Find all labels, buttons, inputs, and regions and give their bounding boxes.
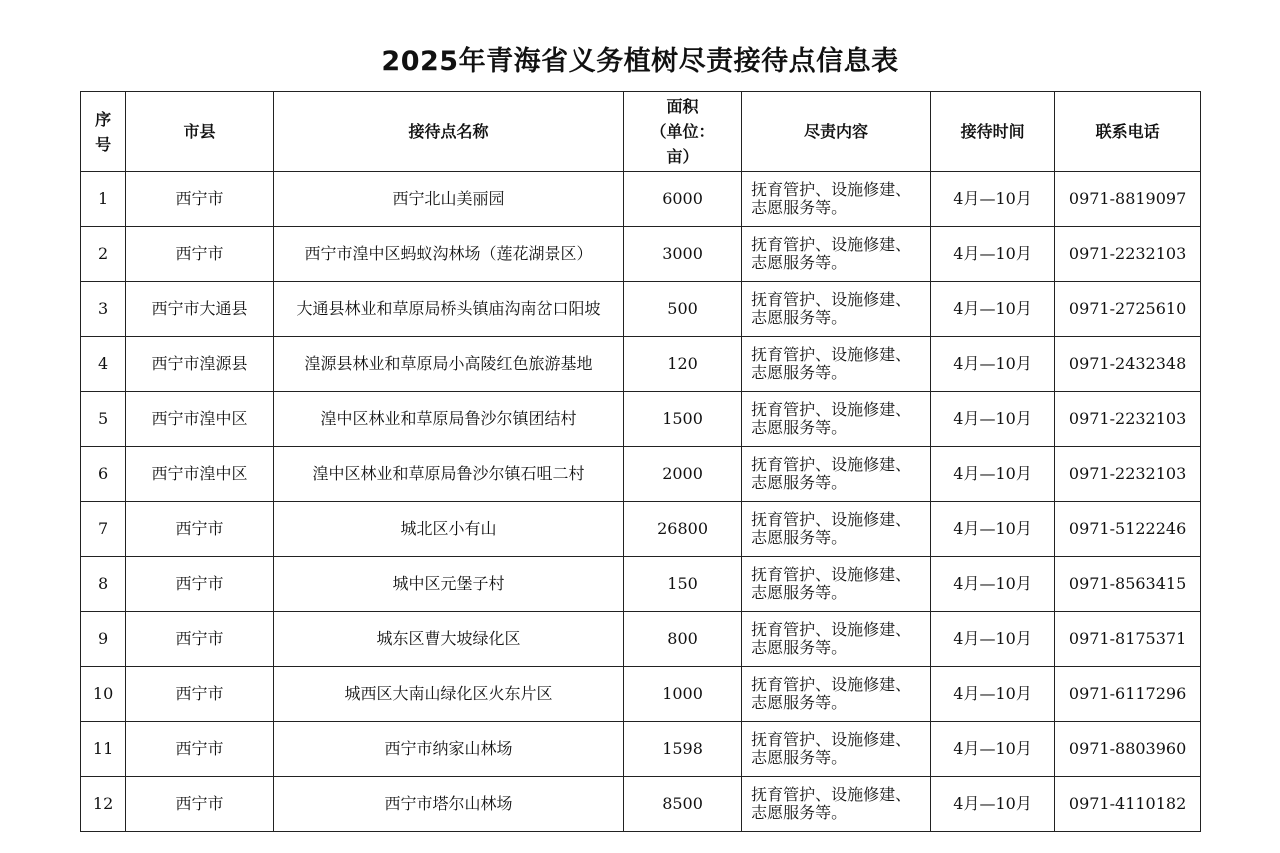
cell-area: 1500	[624, 392, 742, 447]
cell-time: 4月—10月	[930, 667, 1054, 722]
cell-area: 3000	[624, 227, 742, 282]
cell-time: 4月—10月	[930, 502, 1054, 557]
cell-city: 西宁市	[126, 612, 274, 667]
header-content: 尽责内容	[742, 92, 931, 172]
cell-time: 4月—10月	[930, 557, 1054, 612]
cell-name: 城西区大南山绿化区火东片区	[273, 667, 623, 722]
cell-content: 抚育管护、设施修建、志愿服务等。	[742, 667, 931, 722]
cell-index: 2	[81, 227, 126, 282]
cell-index: 4	[81, 337, 126, 392]
cell-name: 西宁市塔尔山林场	[273, 777, 623, 832]
cell-city: 西宁市	[126, 557, 274, 612]
cell-phone: 0971-2232103	[1055, 392, 1201, 447]
cell-phone: 0971-8175371	[1055, 612, 1201, 667]
header-city: 市县	[126, 92, 274, 172]
cell-index: 7	[81, 502, 126, 557]
cell-name: 大通县林业和草原局桥头镇庙沟南岔口阳坡	[273, 282, 623, 337]
cell-name: 城北区小有山	[273, 502, 623, 557]
cell-name: 湟源县林业和草原局小高陵红色旅游基地	[273, 337, 623, 392]
table-row	[81, 227, 1201, 282]
table-row	[81, 557, 1201, 612]
cell-index: 5	[81, 392, 126, 447]
cell-content: 抚育管护、设施修建、志愿服务等。	[742, 447, 931, 502]
page-title: 2025年青海省义务植树尽责接待点信息表	[381, 46, 899, 77]
cell-area: 1000	[624, 667, 742, 722]
header-time: 接待时间	[930, 92, 1054, 172]
table-row	[81, 447, 1201, 502]
cell-index: 9	[81, 612, 126, 667]
cell-content: 抚育管护、设施修建、志愿服务等。	[742, 722, 931, 777]
header-area-line: 亩）	[666, 147, 699, 166]
cell-index: 6	[81, 447, 126, 502]
table-row	[81, 722, 1201, 777]
cell-time: 4月—10月	[930, 392, 1054, 447]
cell-index: 10	[81, 667, 126, 722]
cell-time: 4月—10月	[930, 172, 1054, 227]
cell-time: 4月—10月	[930, 282, 1054, 337]
cell-area: 120	[624, 337, 742, 392]
cell-time: 4月—10月	[930, 612, 1054, 667]
header-row	[81, 92, 1201, 172]
cell-content: 抚育管护、设施修建、志愿服务等。	[742, 337, 931, 392]
table-row	[81, 172, 1201, 227]
cell-name: 西宁市纳家山林场	[273, 722, 623, 777]
table-row	[81, 282, 1201, 337]
header-name: 接待点名称	[273, 92, 623, 172]
cell-index: 12	[81, 777, 126, 832]
cell-name: 湟中区林业和草原局鲁沙尔镇石咀二村	[273, 447, 623, 502]
cell-phone: 0971-2232103	[1055, 447, 1201, 502]
cell-index: 3	[81, 282, 126, 337]
cell-phone: 0971-8819097	[1055, 172, 1201, 227]
cell-name: 湟中区林业和草原局鲁沙尔镇团结村	[273, 392, 623, 447]
cell-name: 城中区元堡子村	[273, 557, 623, 612]
reception-point-table	[80, 91, 1201, 832]
table-row	[81, 502, 1201, 557]
cell-city: 西宁市湟中区	[126, 392, 274, 447]
cell-index: 1	[81, 172, 126, 227]
cell-content: 抚育管护、设施修建、志愿服务等。	[742, 502, 931, 557]
cell-area: 1598	[624, 722, 742, 777]
cell-phone: 0971-8563415	[1055, 557, 1201, 612]
cell-area: 2000	[624, 447, 742, 502]
cell-city: 西宁市	[126, 227, 274, 282]
header-area-line: 面积	[666, 97, 699, 116]
cell-phone: 0971-2432348	[1055, 337, 1201, 392]
cell-area: 6000	[624, 172, 742, 227]
cell-time: 4月—10月	[930, 777, 1054, 832]
cell-index: 8	[81, 557, 126, 612]
cell-city: 西宁市	[126, 172, 274, 227]
cell-name: 西宁北山美丽园	[273, 172, 623, 227]
header-index-line: 序	[95, 109, 112, 129]
cell-content: 抚育管护、设施修建、志愿服务等。	[742, 172, 931, 227]
cell-city: 西宁市	[126, 777, 274, 832]
cell-time: 4月—10月	[930, 447, 1054, 502]
cell-time: 4月—10月	[930, 227, 1054, 282]
cell-time: 4月—10月	[930, 337, 1054, 392]
cell-name: 西宁市湟中区蚂蚁沟林场（莲花湖景区）	[273, 227, 623, 282]
cell-area: 150	[624, 557, 742, 612]
cell-content: 抚育管护、设施修建、志愿服务等。	[742, 392, 931, 447]
cell-content: 抚育管护、设施修建、志愿服务等。	[742, 612, 931, 667]
cell-phone: 0971-2725610	[1055, 282, 1201, 337]
table-row	[81, 667, 1201, 722]
table-row	[81, 337, 1201, 392]
header-phone: 联系电话	[1055, 92, 1201, 172]
table-row	[81, 777, 1201, 832]
cell-phone: 0971-2232103	[1055, 227, 1201, 282]
cell-area: 26800	[624, 502, 742, 557]
cell-name: 城东区曹大坡绿化区	[273, 612, 623, 667]
cell-city: 西宁市湟源县	[126, 337, 274, 392]
cell-city: 西宁市大通县	[126, 282, 274, 337]
header-index-line: 号	[95, 134, 112, 154]
cell-content: 抚育管护、设施修建、志愿服务等。	[742, 227, 931, 282]
cell-city: 西宁市	[126, 667, 274, 722]
cell-phone: 0971-8803960	[1055, 722, 1201, 777]
table-row	[81, 612, 1201, 667]
cell-index: 11	[81, 722, 126, 777]
cell-phone: 0971-4110182	[1055, 777, 1201, 832]
cell-city: 西宁市	[126, 722, 274, 777]
cell-phone: 0971-5122246	[1055, 502, 1201, 557]
cell-city: 西宁市	[126, 502, 274, 557]
cell-area: 500	[624, 282, 742, 337]
header-area	[624, 92, 742, 172]
header-area-line: （单位：	[650, 122, 715, 141]
cell-city: 西宁市湟中区	[126, 447, 274, 502]
cell-area: 8500	[624, 777, 742, 832]
cell-area: 800	[624, 612, 742, 667]
table-body	[81, 172, 1201, 832]
cell-time: 4月—10月	[930, 722, 1054, 777]
cell-content: 抚育管护、设施修建、志愿服务等。	[742, 777, 931, 832]
cell-content: 抚育管护、设施修建、志愿服务等。	[742, 557, 931, 612]
cell-content: 抚育管护、设施修建、志愿服务等。	[742, 282, 931, 337]
header-index	[81, 92, 126, 172]
cell-phone: 0971-6117296	[1055, 667, 1201, 722]
table-row	[81, 392, 1201, 447]
